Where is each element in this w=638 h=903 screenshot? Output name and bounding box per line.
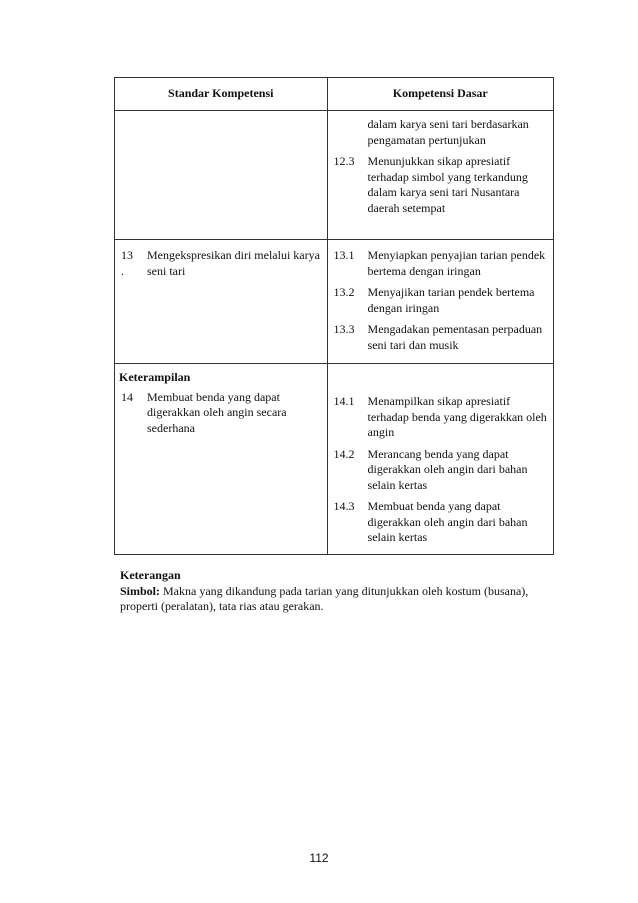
sk-item xyxy=(115,390,327,437)
sk-text: Membuat benda yang dapat digerakkan oleh angin secara sederhana xyxy=(147,389,287,435)
kd-text: Mengadakan pementasan perpaduan seni tari dan musik xyxy=(367,322,543,352)
kd-item xyxy=(328,499,553,546)
kd-text: Menampilkan sikap apresiatif terhadap benda yang digerakkan oleh angin xyxy=(367,394,547,439)
sk-number: 13 . xyxy=(121,248,133,278)
section-heading-keterampilan: Keterampilan xyxy=(119,370,191,384)
table-row-14 xyxy=(115,364,554,555)
kd-number: 14.2 xyxy=(333,446,355,461)
table-row-13 xyxy=(115,240,554,364)
sk-cell-empty xyxy=(115,111,328,240)
sk-item xyxy=(115,248,327,279)
kd-number: 13.2 xyxy=(333,285,355,299)
kd-number: 12.3 xyxy=(333,154,355,168)
kd-item xyxy=(328,322,553,353)
kd-text: Menunjukkan sikap apresiatif terhadap simbol yang terkandung dalam karya seni tari Nusantara daerah setempat xyxy=(367,154,528,215)
kd-item xyxy=(328,117,553,148)
kd-item xyxy=(328,248,553,279)
kd-item xyxy=(328,447,553,494)
kd-item xyxy=(328,285,553,316)
header-standar-kompetensi: Standar Kompetensi xyxy=(115,78,328,111)
page-number: 112 xyxy=(309,851,329,865)
competency-table xyxy=(114,77,554,555)
table-row-continuation xyxy=(115,111,554,240)
kd-cell xyxy=(327,111,553,240)
kd-item xyxy=(328,394,553,441)
sk-cell xyxy=(115,240,328,364)
notes-term: Simbol: xyxy=(120,583,161,598)
notes-block xyxy=(120,568,540,615)
kd-number: 13.1 xyxy=(333,248,355,262)
kd-number: 13.3 xyxy=(333,322,355,336)
kd-number: 14.3 xyxy=(333,499,355,513)
kd-text: Menyiapkan penyajian tarian pendek bertema dengan iringan xyxy=(367,248,546,278)
notes-definition xyxy=(120,584,540,615)
kd-text: Membuat benda yang dapat digerakkan oleh angin dari bahan selain kertas xyxy=(367,499,528,544)
kd-number: 14.1 xyxy=(333,394,355,408)
header-kompetensi-dasar: Kompetensi Dasar xyxy=(327,78,553,111)
kd-text: Merancang benda yang dapat digerakkan oleh angin dari bahan selain kertas xyxy=(367,446,528,492)
kd-item xyxy=(328,154,553,216)
sk-text: Mengekspresikan diri melalui karya seni tari xyxy=(147,248,320,278)
kd-cell xyxy=(327,364,553,555)
kd-text: dalam karya seni tari berdasarkan pengamatan pertunjukan xyxy=(367,117,529,147)
kd-text: Menyajikan tarian pendek bertema dengan iringan xyxy=(367,285,535,315)
kd-cell xyxy=(327,240,553,364)
table-header-row xyxy=(115,78,554,111)
sk-cell xyxy=(115,364,328,555)
notes-definition-text: Makna yang dikandung pada tarian yang ditunjukkan oleh kostum (busana), properti (peralatan), tata rias atau gerakan. xyxy=(120,583,529,613)
notes-heading: Keterangan xyxy=(120,568,181,582)
kd-number xyxy=(328,117,368,148)
sk-number: 14 xyxy=(121,389,133,404)
